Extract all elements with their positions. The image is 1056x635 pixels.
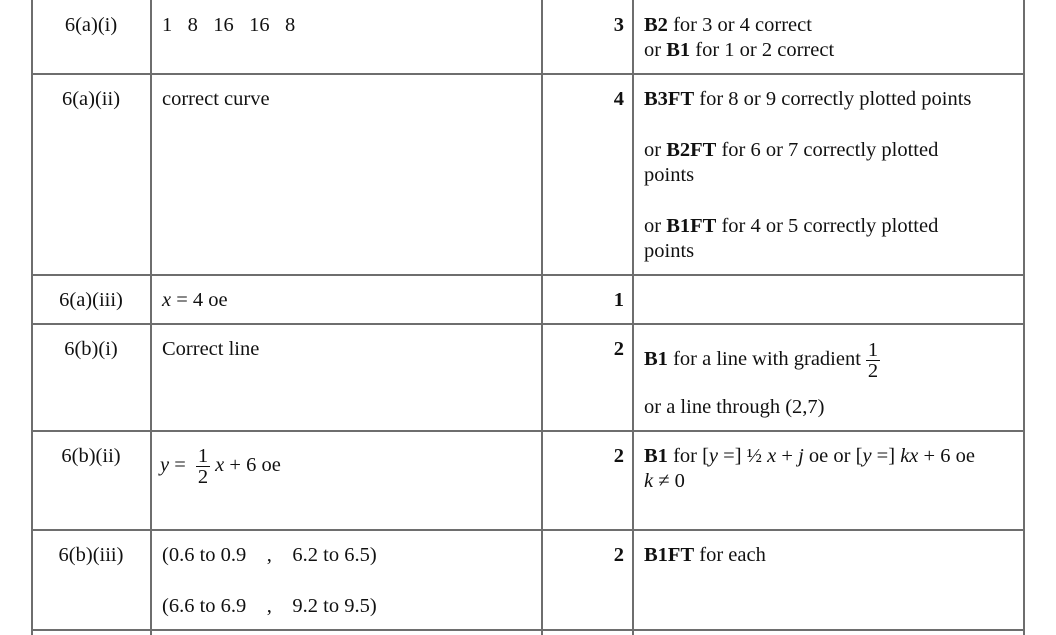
grid-line xyxy=(1023,0,1025,635)
guidance-text: for [ xyxy=(667,445,709,467)
answer-cell: correct curve xyxy=(162,88,270,110)
guidance-text: for 6 or 7 correctly plotted xyxy=(716,139,939,161)
answer-cell: Correct line xyxy=(162,338,260,360)
guidance-text: for 4 or 5 correctly plotted xyxy=(716,215,939,237)
answer-cell xyxy=(162,288,228,313)
grid-line xyxy=(541,0,543,635)
guidance-cell xyxy=(644,13,834,63)
guidance-text: + 6 oe xyxy=(918,445,975,467)
guidance-line xyxy=(644,13,834,38)
guidance-text: or xyxy=(644,39,667,61)
mark-code: B2 xyxy=(644,14,668,36)
guidance-text: ≠ 0 xyxy=(653,470,685,492)
guidance-text: oe or [ xyxy=(803,445,863,467)
variable: y xyxy=(862,445,872,467)
mark-code: B1FT xyxy=(644,544,695,566)
mark-code: B1 xyxy=(666,39,691,61)
grid-line xyxy=(31,323,1025,325)
answer-line: (0.6 to 0.9 , 6.2 to 6.5) xyxy=(162,544,377,566)
question-ref: 6(b)(i) xyxy=(64,338,118,360)
grid-line xyxy=(31,629,1025,631)
guidance-text: or a line through (2,7) xyxy=(644,396,825,418)
marks-cell: 2 xyxy=(613,338,624,360)
guidance-line xyxy=(644,469,975,494)
guidance-line xyxy=(644,87,971,112)
fraction-denominator: 2 xyxy=(867,360,879,382)
variable: x xyxy=(215,454,225,477)
fraction xyxy=(866,340,880,381)
variable: x xyxy=(162,289,172,311)
marks-cell: 2 xyxy=(613,445,624,467)
guidance-text: =] ½ xyxy=(718,445,768,467)
guidance-line xyxy=(644,543,766,568)
guidance-line xyxy=(644,138,938,188)
variable: y xyxy=(708,445,719,467)
question-ref: 6(a)(iii) xyxy=(59,289,123,311)
answer-text: = xyxy=(169,454,191,477)
answer-cell xyxy=(160,446,281,487)
answer-cell: 1 8 16 16 8 xyxy=(162,14,296,36)
variable: k xyxy=(644,470,654,492)
guidance-text: for 1 or 2 correct xyxy=(690,39,835,61)
guidance-text: points xyxy=(644,240,695,262)
guidance-text: for a line with gradient xyxy=(667,348,861,371)
question-ref: 6(b)(ii) xyxy=(61,445,121,467)
guidance-line xyxy=(644,444,975,469)
guidance-text: or xyxy=(644,139,667,161)
answer-text: + 6 oe xyxy=(224,454,281,477)
variable: y xyxy=(160,454,170,477)
grid-line xyxy=(31,529,1025,531)
fraction-numerator: 1 xyxy=(867,339,879,361)
guidance-line xyxy=(644,214,938,264)
mark-code: B1FT xyxy=(666,215,717,237)
variable: j xyxy=(798,445,804,467)
mark-code: B2FT xyxy=(666,139,717,161)
grid-line xyxy=(31,73,1025,75)
marks-cell: 2 xyxy=(613,544,624,566)
marks-cell: 1 xyxy=(613,289,624,311)
guidance-line xyxy=(644,340,885,381)
guidance-text: + xyxy=(776,445,799,467)
mark-code: B1 xyxy=(644,348,668,371)
guidance-cell xyxy=(644,444,975,494)
question-ref: 6(a)(i) xyxy=(64,14,118,36)
fraction-numerator: 1 xyxy=(197,445,209,467)
marks-cell: 3 xyxy=(613,14,624,36)
answer-line: (6.6 to 6.9 , 9.2 to 9.5) xyxy=(162,595,377,617)
mark-code: B3FT xyxy=(644,88,695,110)
guidance-line xyxy=(644,38,834,63)
grid-line xyxy=(632,0,634,635)
grid-line xyxy=(31,430,1025,432)
fraction-denominator: 2 xyxy=(197,466,209,488)
guidance-text: for 3 or 4 correct xyxy=(667,14,812,36)
grid-line xyxy=(31,274,1025,276)
marks-cell: 4 xyxy=(613,88,624,110)
mark-code: B1 xyxy=(644,445,668,467)
variable: kx xyxy=(900,445,919,467)
fraction xyxy=(196,446,210,487)
guidance-text: points xyxy=(644,164,695,186)
question-ref: 6(b)(iii) xyxy=(58,544,124,566)
variable: x xyxy=(767,445,777,467)
guidance-text: for each xyxy=(694,544,766,566)
guidance-text: for 8 or 9 correctly plotted points xyxy=(694,88,972,110)
answer-text: = 4 oe xyxy=(171,289,228,311)
guidance-text: =] xyxy=(871,445,901,467)
question-ref: 6(a)(ii) xyxy=(61,88,121,110)
guidance-text: or xyxy=(644,215,667,237)
